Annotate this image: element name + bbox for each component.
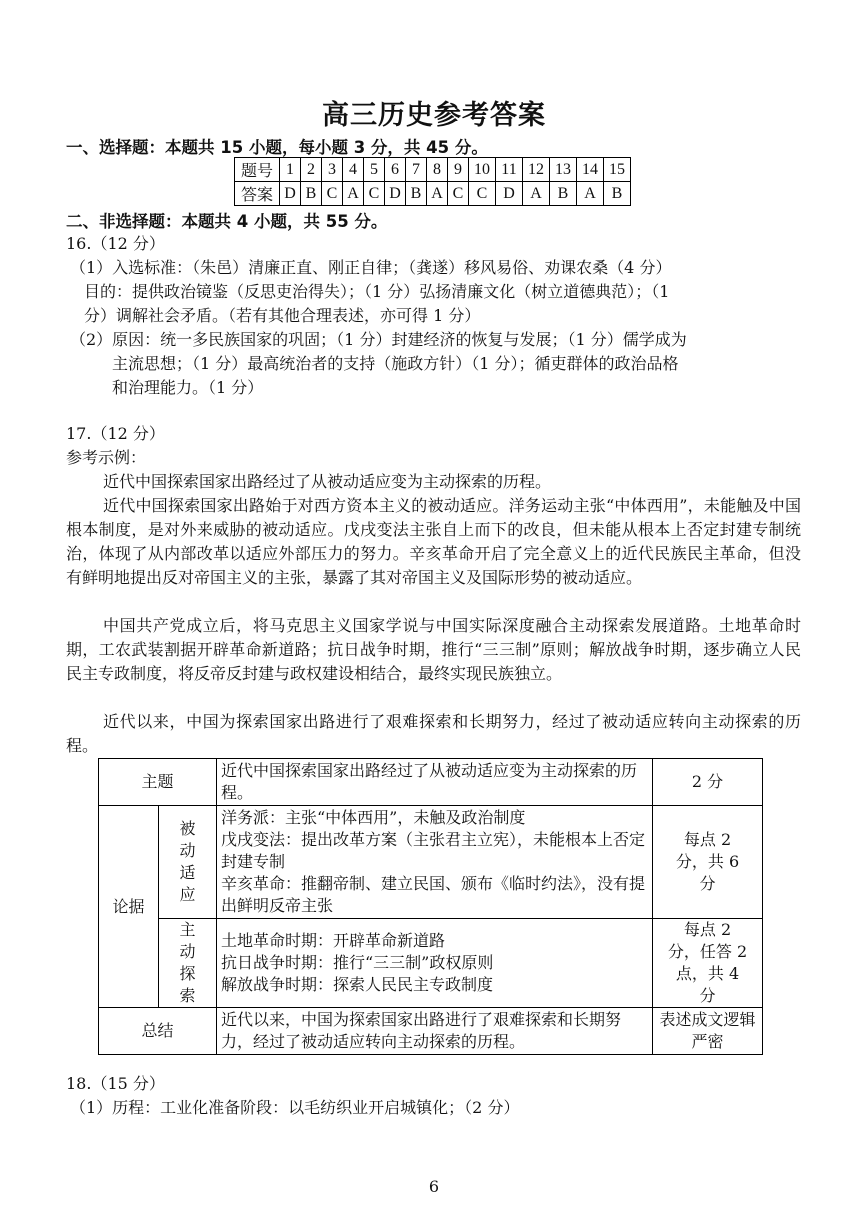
q17-paragraph-active: 中国共产党成立后，将马克思主义国家学说与中国实际深度融合主动探索发展道路。土地革命时期，工农武装割据开辟革命新道路；抗日战争时期，推行“三三制”原则；解放战争时期，逐步确立人民民主专政制度，将反帝反封建与政权建设相结合，最终实现民族独立。: [66, 616, 801, 683]
question-number: 13: [550, 158, 577, 182]
q16-part1-line3: 分）调解社会矛盾。（若有其他合理表述，亦可得 1 分）: [84, 306, 481, 325]
question-number: 9: [448, 158, 469, 182]
rubric-passive-score: 每点 2 分，共 6 分: [653, 806, 763, 919]
rubric-row-passive: [99, 806, 763, 919]
question-number: 11: [496, 158, 523, 182]
answer-table-row-label: 题号: [235, 158, 280, 182]
q16-part2-line1: （2）原因：统一多民族国家的巩固；（1 分）封建经济的恢复与发展；（1 分）儒学成为: [70, 330, 687, 349]
answer-cell: C: [364, 182, 385, 206]
question-number: 15: [604, 158, 631, 182]
question-number: 2: [301, 158, 322, 182]
rubric-row-theme: [99, 759, 763, 806]
rubric-active-score: 每点 2 分，任答 2 点，共 4 分: [653, 919, 763, 1008]
rubric-passive-label: 被动适应: [159, 806, 217, 919]
q17-thesis: 近代中国探索国家出路经过了从被动适应变为主动探索的历程。: [103, 472, 552, 491]
rubric-passive-point: 洋务派：主张“中体西用”，未触及政治制度: [221, 808, 526, 827]
rubric-summary-label: 总结: [99, 1008, 217, 1055]
page-number: 6: [428, 1177, 440, 1196]
question-number: 3: [322, 158, 343, 182]
answer-cell: D: [385, 182, 406, 206]
rubric-theme-label: 主题: [99, 759, 217, 806]
q16-part1-line1: （1）入选标准：（朱邑）清廉正直、刚正自律；（龚遂）移风易俗、劝课农桑（4 分）: [70, 258, 672, 277]
answer-table-number-row: [235, 158, 631, 182]
q17-example-label: 参考示例：: [66, 448, 147, 467]
question-number: 1: [280, 158, 301, 182]
rubric-row-active: [99, 919, 763, 1008]
answer-cell: A: [343, 182, 364, 206]
answer-cell: B: [604, 182, 631, 206]
rubric-active-label: 主动探索: [159, 919, 217, 1008]
rubric-summary-content: 近代以来，中国为探索国家出路进行了艰难探索和长期努力，经过了被动适应转向主动探索的历程。: [217, 1008, 653, 1055]
rubric-active-content: [217, 919, 653, 1008]
answer-cell: A: [523, 182, 550, 206]
q17-paragraph-conclusion: 近代以来，中国为探索国家出路进行了艰难探索和长期努力，经过了被动适应转向主动探索的历程。: [66, 712, 801, 755]
answer-cell: C: [448, 182, 469, 206]
answer-table-row-label: 答案: [235, 182, 280, 206]
q16-part2-line2: 主流思想；（1 分）最高统治者的支持（施政方针）（1 分）；循吏群体的政治品格: [112, 354, 679, 373]
answer-cell: C: [322, 182, 343, 206]
answer-cell: D: [496, 182, 523, 206]
question-number: 14: [577, 158, 604, 182]
answer-cell: B: [550, 182, 577, 206]
q18-header: 18.（15 分）: [66, 1074, 165, 1093]
question-number: 8: [427, 158, 448, 182]
question-number: 6: [385, 158, 406, 182]
rubric-active-point: 解放战争时期：探索人民民主专政制度: [221, 975, 494, 994]
answer-cell: D: [280, 182, 301, 206]
q16-part1-line2: 目的：提供政治镜鉴（反思吏治得失）；（1 分）弘扬清廉文化（树立道德典范）；（1: [84, 282, 670, 301]
q16-part2-line3: 和治理能力。（1 分）: [112, 378, 264, 397]
answer-table: [234, 157, 631, 206]
rubric-passive-content: [217, 806, 653, 919]
rubric-passive-point: 辛亥革命：推翻帝制、建立民国、颁布《临时约法》，没有提出鲜明反帝主张: [221, 874, 646, 915]
question-number: 5: [364, 158, 385, 182]
q17-paragraph-passive: 近代中国探索国家出路始于对西方资本主义的被动适应。洋务运动主张“中体西用”，未能触及中国根本制度，是对外来威胁的被动适应。戊戌变法主张自上而下的改良，但未能从根本上否定封建专制统治，体现了从内部改革以适应外部压力的努力。辛亥革命开启了完全意义上的近代民族民主革命，但没有鲜明地提出反对帝国主义的主张，暴露了其对帝国主义及国际形势的被动适应。: [66, 496, 801, 587]
rubric-row-summary: [99, 1008, 763, 1055]
question-number: 7: [406, 158, 427, 182]
section-2-heading: 二、非选择题：本题共 4 小题，共 55 分。: [66, 212, 388, 231]
rubric-active-point: 土地革命时期：开辟革命新道路: [221, 931, 446, 950]
page-title: 高三历史参考答案: [322, 100, 546, 131]
answer-cell: B: [406, 182, 427, 206]
question-number: 10: [469, 158, 496, 182]
q17-header: 17.（12 分）: [66, 424, 165, 443]
answer-cell: B: [301, 182, 322, 206]
section-1-heading: 一、选择题：本题共 15 小题，每小题 3 分，共 45 分。: [66, 138, 488, 157]
rubric-theme-score: 2 分: [653, 759, 763, 806]
question-number: 4: [343, 158, 364, 182]
rubric-active-point: 抗日战争时期：推行“三三制”政权原则: [221, 953, 494, 972]
rubric-summary-score: 表述成文逻辑严密: [653, 1008, 763, 1055]
rubric-passive-point: 戊戌变法：提出改革方案（主张君主立宪），未能根本上否定封建专制: [221, 830, 646, 871]
question-number: 12: [523, 158, 550, 182]
q17-scoring-rubric: [98, 758, 763, 1055]
answer-cell: A: [427, 182, 448, 206]
answer-cell: A: [577, 182, 604, 206]
rubric-theme-content: 近代中国探索国家出路经过了从被动适应变为主动探索的历程。: [217, 759, 653, 806]
answer-cell: C: [469, 182, 496, 206]
rubric-evidence-label: 论据: [99, 806, 159, 1008]
answer-table-answer-row: [235, 182, 631, 206]
q16-header: 16.（12 分）: [66, 234, 165, 253]
q18-part1: （1）历程：工业化准备阶段：以毛纺织业开启城镇化；（2 分）: [70, 1098, 520, 1117]
